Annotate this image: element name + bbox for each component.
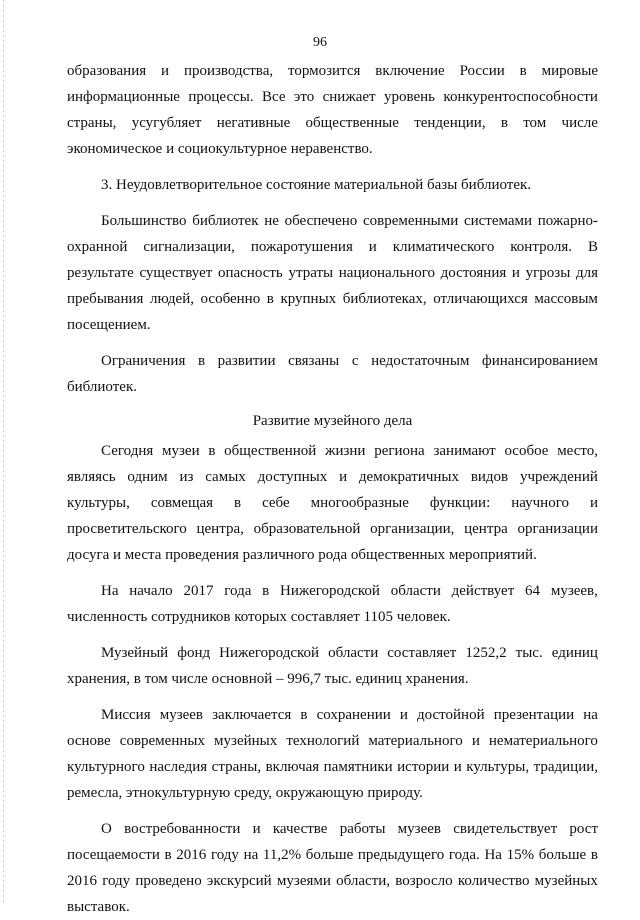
word: наследия xyxy=(149,759,208,775)
word: процессы. xyxy=(188,89,254,105)
word: основе xyxy=(67,733,111,749)
word: начало xyxy=(129,583,173,599)
word: 2016 xyxy=(176,847,207,863)
word: усугубляет xyxy=(131,115,202,131)
word: культурного xyxy=(67,759,145,775)
word: самых xyxy=(205,469,246,485)
text-line xyxy=(67,260,598,286)
word: связаны xyxy=(288,353,340,369)
word: страны, xyxy=(67,115,117,131)
word: развитии xyxy=(217,353,276,369)
word: общественной xyxy=(224,443,317,459)
word: учреждений xyxy=(519,469,598,485)
word: пожарно- xyxy=(537,213,598,229)
word: и xyxy=(339,469,348,485)
page-number: 96 xyxy=(313,35,327,50)
word: включая xyxy=(265,759,320,775)
word: 2016 xyxy=(67,873,97,889)
word: из xyxy=(179,469,194,485)
text-line: выставок. xyxy=(67,899,130,915)
section-heading-block xyxy=(67,408,598,434)
word: музеев xyxy=(159,707,204,723)
word: доступных xyxy=(257,469,328,485)
word: области xyxy=(328,645,379,661)
word: библиотеках, xyxy=(342,291,427,307)
text-line xyxy=(67,234,598,260)
word: мировые xyxy=(541,63,598,79)
word: уровень xyxy=(383,89,436,105)
word: 2017 xyxy=(183,583,214,599)
word: больше xyxy=(538,847,587,863)
word: отличающихся xyxy=(433,291,528,307)
word: организации xyxy=(517,521,598,537)
word: свидетельствует xyxy=(453,821,558,837)
word: в xyxy=(262,583,270,599)
word: России xyxy=(459,63,505,79)
word: традиции, xyxy=(533,759,598,775)
word: образовательной xyxy=(253,521,361,537)
word: памятники xyxy=(323,759,393,775)
word: проведено xyxy=(135,873,202,889)
word: это xyxy=(293,89,315,105)
word: с xyxy=(351,353,359,369)
word: видов xyxy=(470,469,509,485)
word: единиц xyxy=(551,645,598,661)
paragraph xyxy=(67,58,598,162)
word: музеев xyxy=(397,821,441,837)
word: производства, xyxy=(183,63,274,79)
paragraph xyxy=(67,348,598,400)
word: музеи xyxy=(162,443,200,459)
word: на xyxy=(583,707,598,723)
text-line: 3. Неудовлетворительное состояние материальной базы библиотек. xyxy=(101,177,532,193)
word: Сегодня xyxy=(101,443,154,459)
word: климатического xyxy=(392,239,495,255)
word: людей, xyxy=(149,291,194,307)
word: пребывания xyxy=(67,291,144,307)
document-body xyxy=(67,58,598,920)
text-line xyxy=(67,286,598,312)
word: существует xyxy=(139,265,213,281)
word: в xyxy=(164,847,172,863)
text-line xyxy=(67,490,598,516)
word: составляет xyxy=(387,645,457,661)
word: фонд xyxy=(177,645,211,661)
text-line: досуга и места проведения различного рода общественных мероприятий. xyxy=(67,547,537,563)
word: современных xyxy=(119,733,205,749)
word: конкурентоспособности xyxy=(443,89,598,105)
scan-edge-line xyxy=(3,0,4,905)
word: и xyxy=(589,495,598,511)
word: музейных xyxy=(214,733,278,749)
word: Нижегородской xyxy=(219,645,320,661)
text-line xyxy=(67,348,598,374)
word: числе xyxy=(561,115,598,131)
word: научного xyxy=(511,495,569,511)
word: не xyxy=(264,213,279,229)
word: работы xyxy=(339,821,386,837)
word: являясь xyxy=(67,469,116,485)
word: для xyxy=(575,265,598,281)
word: тенденции, xyxy=(414,115,486,131)
word: и xyxy=(161,63,170,79)
word: на xyxy=(243,847,259,863)
text-line xyxy=(67,640,598,666)
word: количество xyxy=(457,873,530,889)
word: в xyxy=(234,495,242,511)
text-line xyxy=(67,464,598,490)
word: системами xyxy=(463,213,533,229)
word: году xyxy=(210,847,239,863)
word: библиотек xyxy=(192,213,259,229)
word: себе xyxy=(262,495,290,511)
word: Музейный xyxy=(101,645,169,661)
word: в xyxy=(500,115,508,131)
word: области xyxy=(390,583,441,599)
word: национального xyxy=(338,265,435,281)
word: совмещая xyxy=(150,495,214,511)
word: сохранении xyxy=(316,707,391,723)
paragraph xyxy=(67,578,598,630)
word: В xyxy=(587,239,598,255)
word: предыдущего xyxy=(357,847,445,863)
word: организации, xyxy=(370,521,455,537)
word: На xyxy=(484,847,502,863)
word: качестве xyxy=(272,821,328,837)
word: центра xyxy=(464,521,508,537)
word: Большинство xyxy=(101,213,187,229)
word: области, xyxy=(336,873,391,889)
paragraph xyxy=(67,640,598,692)
word: результате xyxy=(67,265,134,281)
word: обеспечено xyxy=(284,213,358,229)
word: истории xyxy=(397,759,450,775)
word: многообразные xyxy=(310,495,409,511)
section-heading: Развитие музейного дела xyxy=(252,413,413,429)
word: пожаротушения xyxy=(250,239,353,255)
word: в xyxy=(590,847,598,863)
word: технологий xyxy=(286,733,360,749)
paragraph xyxy=(67,816,598,920)
text-line xyxy=(67,58,598,84)
word: центра, xyxy=(196,521,244,537)
word: года xyxy=(224,583,252,599)
word: снижает xyxy=(322,89,376,105)
word: больше xyxy=(305,847,354,863)
word: современными xyxy=(363,213,459,229)
word: материального xyxy=(368,733,463,749)
word: Нижегородской xyxy=(280,583,380,599)
word: года. xyxy=(448,847,480,863)
word: угрозы xyxy=(525,265,571,281)
word: особое xyxy=(504,443,549,459)
word: одним xyxy=(127,469,168,485)
word: утраты xyxy=(288,265,334,281)
word: и xyxy=(252,821,261,837)
word: 64 xyxy=(525,583,541,599)
text-line: экономическое и социокультурное неравенство. xyxy=(67,141,373,157)
text-line: хранения, в том числе основной – 996,7 тыс. единиц хранения. xyxy=(67,671,469,687)
word: включение xyxy=(375,63,445,79)
word: достойной xyxy=(417,707,485,723)
word: образования xyxy=(67,63,147,79)
word: и xyxy=(511,265,520,281)
word: занимают xyxy=(433,443,496,459)
word: действует xyxy=(451,583,515,599)
word: музеями xyxy=(276,873,331,889)
word: демократичных xyxy=(358,469,459,485)
word: и xyxy=(471,733,480,749)
paragraph xyxy=(67,702,598,806)
word: 11,2% xyxy=(262,847,302,863)
text-line xyxy=(67,842,598,868)
text-line: библиотек. xyxy=(67,379,137,395)
paragraph xyxy=(67,438,598,568)
word: 1252,2 xyxy=(465,645,507,661)
word: общественные xyxy=(305,115,399,131)
text-line xyxy=(67,816,598,842)
word: музеев, xyxy=(550,583,598,599)
word: место, xyxy=(557,443,598,459)
word: жизни xyxy=(325,443,366,459)
word: опасность xyxy=(217,265,283,281)
text-line xyxy=(67,868,598,894)
word: тыс. xyxy=(515,645,543,661)
word: крупных xyxy=(280,291,337,307)
word: рост xyxy=(569,821,598,837)
text-line xyxy=(67,702,598,728)
word: негативные xyxy=(216,115,291,131)
text-line xyxy=(67,110,598,136)
paragraph xyxy=(67,172,598,198)
word: Миссия xyxy=(101,707,151,723)
word: заключается xyxy=(212,707,292,723)
word: в xyxy=(519,63,527,79)
word: контроля. xyxy=(510,239,573,255)
word: охранной xyxy=(67,239,128,255)
word: экскурсий xyxy=(206,873,272,889)
word: году xyxy=(102,873,131,889)
word: и xyxy=(453,759,462,775)
word: достояния xyxy=(440,265,507,281)
word: региона xyxy=(374,443,425,459)
word: презентации xyxy=(493,707,575,723)
word: тормозится xyxy=(288,63,361,79)
text-line xyxy=(67,84,598,110)
text-line xyxy=(67,516,598,542)
word: 15% xyxy=(506,847,535,863)
text-line: численность сотрудников которых составляет 1105 человек. xyxy=(67,609,451,625)
text-line: ремесла, этнокультурную среду, окружающую природу. xyxy=(67,785,423,801)
word: сигнализации, xyxy=(143,239,235,255)
paragraph xyxy=(67,208,598,338)
word: в xyxy=(208,443,216,459)
word: На xyxy=(101,583,119,599)
word: и xyxy=(399,707,408,723)
word: и xyxy=(368,239,377,255)
text-line xyxy=(67,578,598,604)
word: функции: xyxy=(429,495,491,511)
word: О xyxy=(101,821,112,837)
word: страны, xyxy=(211,759,262,775)
word: информационные xyxy=(67,89,180,105)
word: культуры, xyxy=(466,759,530,775)
word: возросло xyxy=(395,873,453,889)
word: музейных xyxy=(534,873,598,889)
word: финансированием xyxy=(482,353,598,369)
word: посещаемости xyxy=(67,847,160,863)
word: Все xyxy=(262,89,286,105)
text-line: посещением. xyxy=(67,317,151,333)
word: в xyxy=(266,291,274,307)
word: в xyxy=(197,353,206,369)
text-line xyxy=(67,754,598,780)
word: особенно xyxy=(200,291,261,307)
word: массовым xyxy=(534,291,598,307)
text-line xyxy=(67,438,598,464)
word: в xyxy=(300,707,308,723)
text-line xyxy=(67,728,598,754)
word: культуры, xyxy=(67,495,130,511)
word: недостаточным xyxy=(371,353,470,369)
word: востребованности xyxy=(124,821,241,837)
text-line xyxy=(67,208,598,234)
word: Ограничения xyxy=(101,353,186,369)
word: просветительского xyxy=(67,521,187,537)
word: том xyxy=(523,115,547,131)
word: нематериального xyxy=(488,733,598,749)
